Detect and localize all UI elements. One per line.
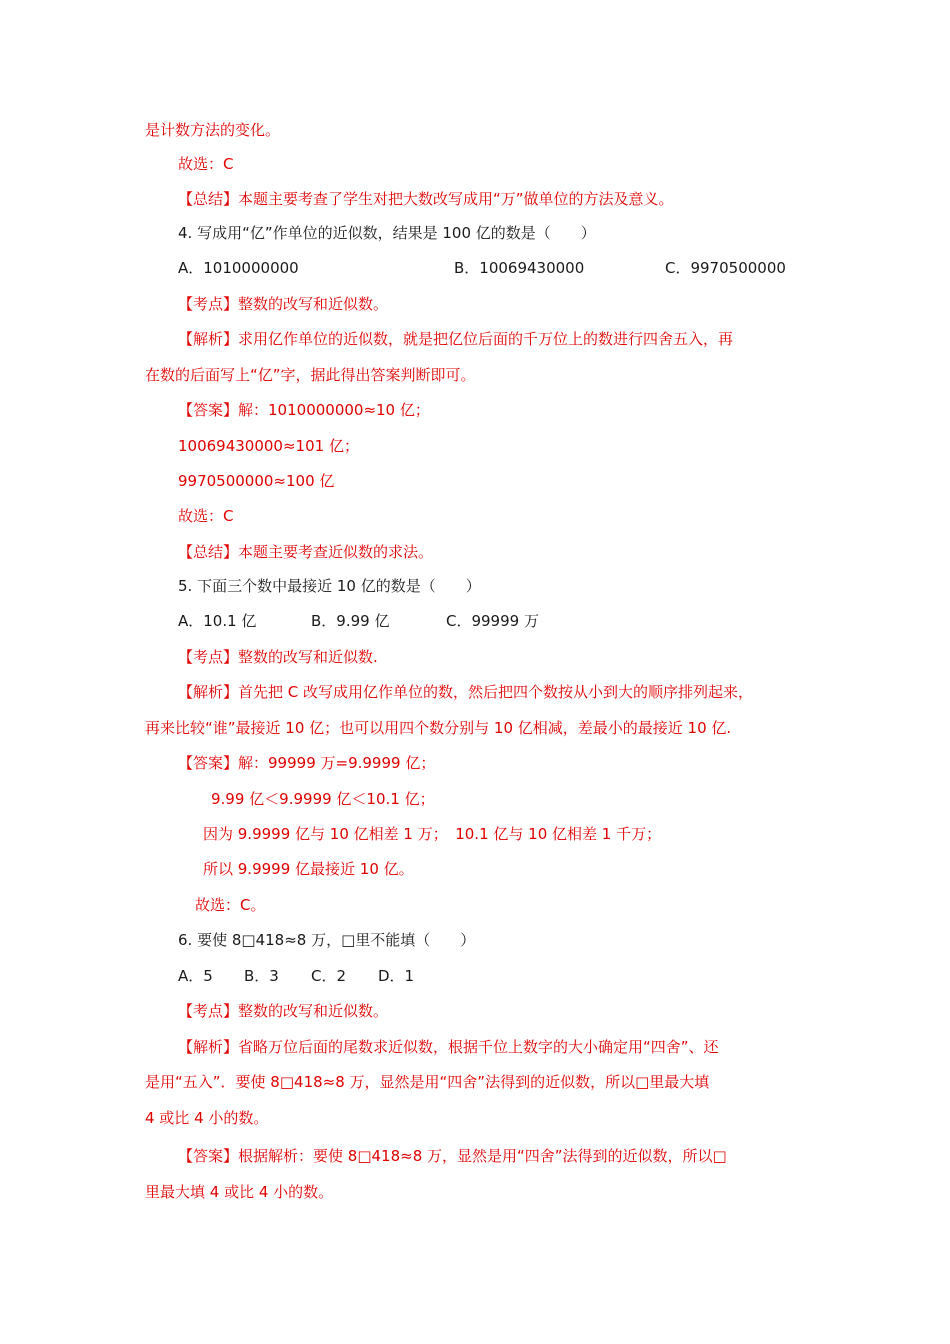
daan-text: 解：1010000000≈10 亿； — [238, 401, 430, 419]
q6-jiexi-line-3: 4 或比 4 小的数。 — [145, 1109, 269, 1127]
prev-summary — [178, 189, 674, 209]
daan-tag: 【答案】 — [178, 1147, 239, 1165]
jiexi-tag: 【解析】 — [178, 683, 239, 701]
kaodian-tag: 【考点】 — [178, 648, 239, 666]
q4-daan-line-1 — [178, 400, 430, 420]
q5-daan-line-4: 所以 9.9999 亿最接近 10 亿。 — [203, 860, 414, 878]
kaodian-text: 整数的改写和近似数。 — [238, 1002, 389, 1020]
q5-option-b: B．9.99 亿 — [311, 612, 390, 630]
q6-daan-line-2: 里最大填 4 或比 4 小的数。 — [145, 1183, 334, 1201]
q5-daan-line-3: 因为 9.9999 亿与 10 亿相差 1 万； 10.1 亿与 10 亿相差 1 千万； — [203, 825, 662, 843]
q6-daan-line-1 — [178, 1146, 727, 1166]
q4-option-b: B．10069430000 — [454, 259, 585, 277]
daan-tag: 【答案】 — [178, 401, 239, 419]
q5-daan-line-2: 9.99 亿＜9.9999 亿＜10.1 亿； — [211, 790, 435, 808]
q4-choice: 故选：C — [178, 507, 234, 525]
kaodian-text: 整数的改写和近似数。 — [238, 295, 389, 313]
summary-tag: 【总结】 — [178, 190, 239, 208]
jiexi-text: 求用亿作单位的近似数，就是把亿位后面的千万位上的数进行四舍五入，再 — [238, 330, 734, 348]
daan-text: 根据解析：要使 8□418≈8 万，显然是用“四舍”法得到的近似数，所以□ — [238, 1147, 727, 1165]
q5-jiexi-line-2: 再来比较“谁”最接近 10 亿；也可以用四个数分别与 10 亿相减，差最小的最接近 10 亿. — [145, 719, 732, 737]
q4-jiexi-line-1 — [178, 329, 733, 349]
kaodian-tag: 【考点】 — [178, 1002, 239, 1020]
jiexi-text: 省略万位后面的尾数求近似数，根据千位上数字的大小确定用“四舍”、还 — [238, 1038, 719, 1056]
q6-kaodian — [178, 1001, 388, 1021]
q6-option-b: B．3 — [244, 967, 279, 985]
q4-option-a: A．1010000000 — [178, 259, 299, 277]
q4-daan-line-2: 10069430000≈101 亿； — [178, 437, 359, 455]
q4-daan-line-3: 9970500000≈100 亿 — [178, 472, 335, 490]
q4-jiexi-line-2: 在数的后面写上“亿”字，据此得出答案判断即可。 — [145, 366, 476, 384]
prev-answer-tail: 是计数方法的变化。 — [145, 121, 281, 139]
kaodian-tag: 【考点】 — [178, 295, 239, 313]
q5-jiexi-line-1 — [178, 682, 753, 702]
q6-stem: 6. 要使 8□418≈8 万，□里不能填（ ） — [178, 931, 476, 949]
q5-kaodian — [178, 647, 378, 667]
q6-jiexi-line-2: 是用“五入”．要使 8□418≈8 万，显然是用“四舍”法得到的近似数，所以□里最大填 — [145, 1073, 710, 1091]
q5-daan-line-1 — [178, 753, 435, 773]
q4-summary — [178, 542, 433, 562]
jiexi-tag: 【解析】 — [178, 330, 239, 348]
q6-option-d: D．1 — [378, 967, 415, 985]
kaodian-text: 整数的改写和近似数. — [238, 648, 378, 666]
q6-option-c: C．2 — [311, 967, 347, 985]
daan-tag: 【答案】 — [178, 754, 239, 772]
summary-text: 本题主要考查近似数的求法。 — [238, 543, 434, 561]
prev-choice: 故选：C — [178, 155, 234, 173]
q5-option-c: C．99999 万 — [446, 612, 539, 630]
q4-stem: 4. 写成用“亿”作单位的近似数，结果是 100 亿的数是（ ） — [178, 224, 596, 242]
daan-text: 解：99999 万=9.9999 亿； — [238, 754, 436, 772]
q5-option-a: A．10.1 亿 — [178, 612, 257, 630]
summary-text: 本题主要考查了学生对把大数改写成用“万”做单位的方法及意义。 — [238, 190, 674, 208]
q4-kaodian — [178, 294, 388, 314]
q4-option-c: C．9970500000 — [665, 259, 786, 277]
q5-stem: 5. 下面三个数中最接近 10 亿的数是（ ） — [178, 577, 481, 595]
q6-option-a: A．5 — [178, 967, 213, 985]
q5-choice: 故选：C。 — [195, 896, 266, 914]
summary-tag: 【总结】 — [178, 543, 239, 561]
jiexi-tag: 【解析】 — [178, 1038, 239, 1056]
q6-jiexi-line-1 — [178, 1037, 719, 1057]
jiexi-text: 首先把 C 改写成用亿作单位的数，然后把四个数按从小到大的顺序排列起来， — [238, 683, 754, 701]
